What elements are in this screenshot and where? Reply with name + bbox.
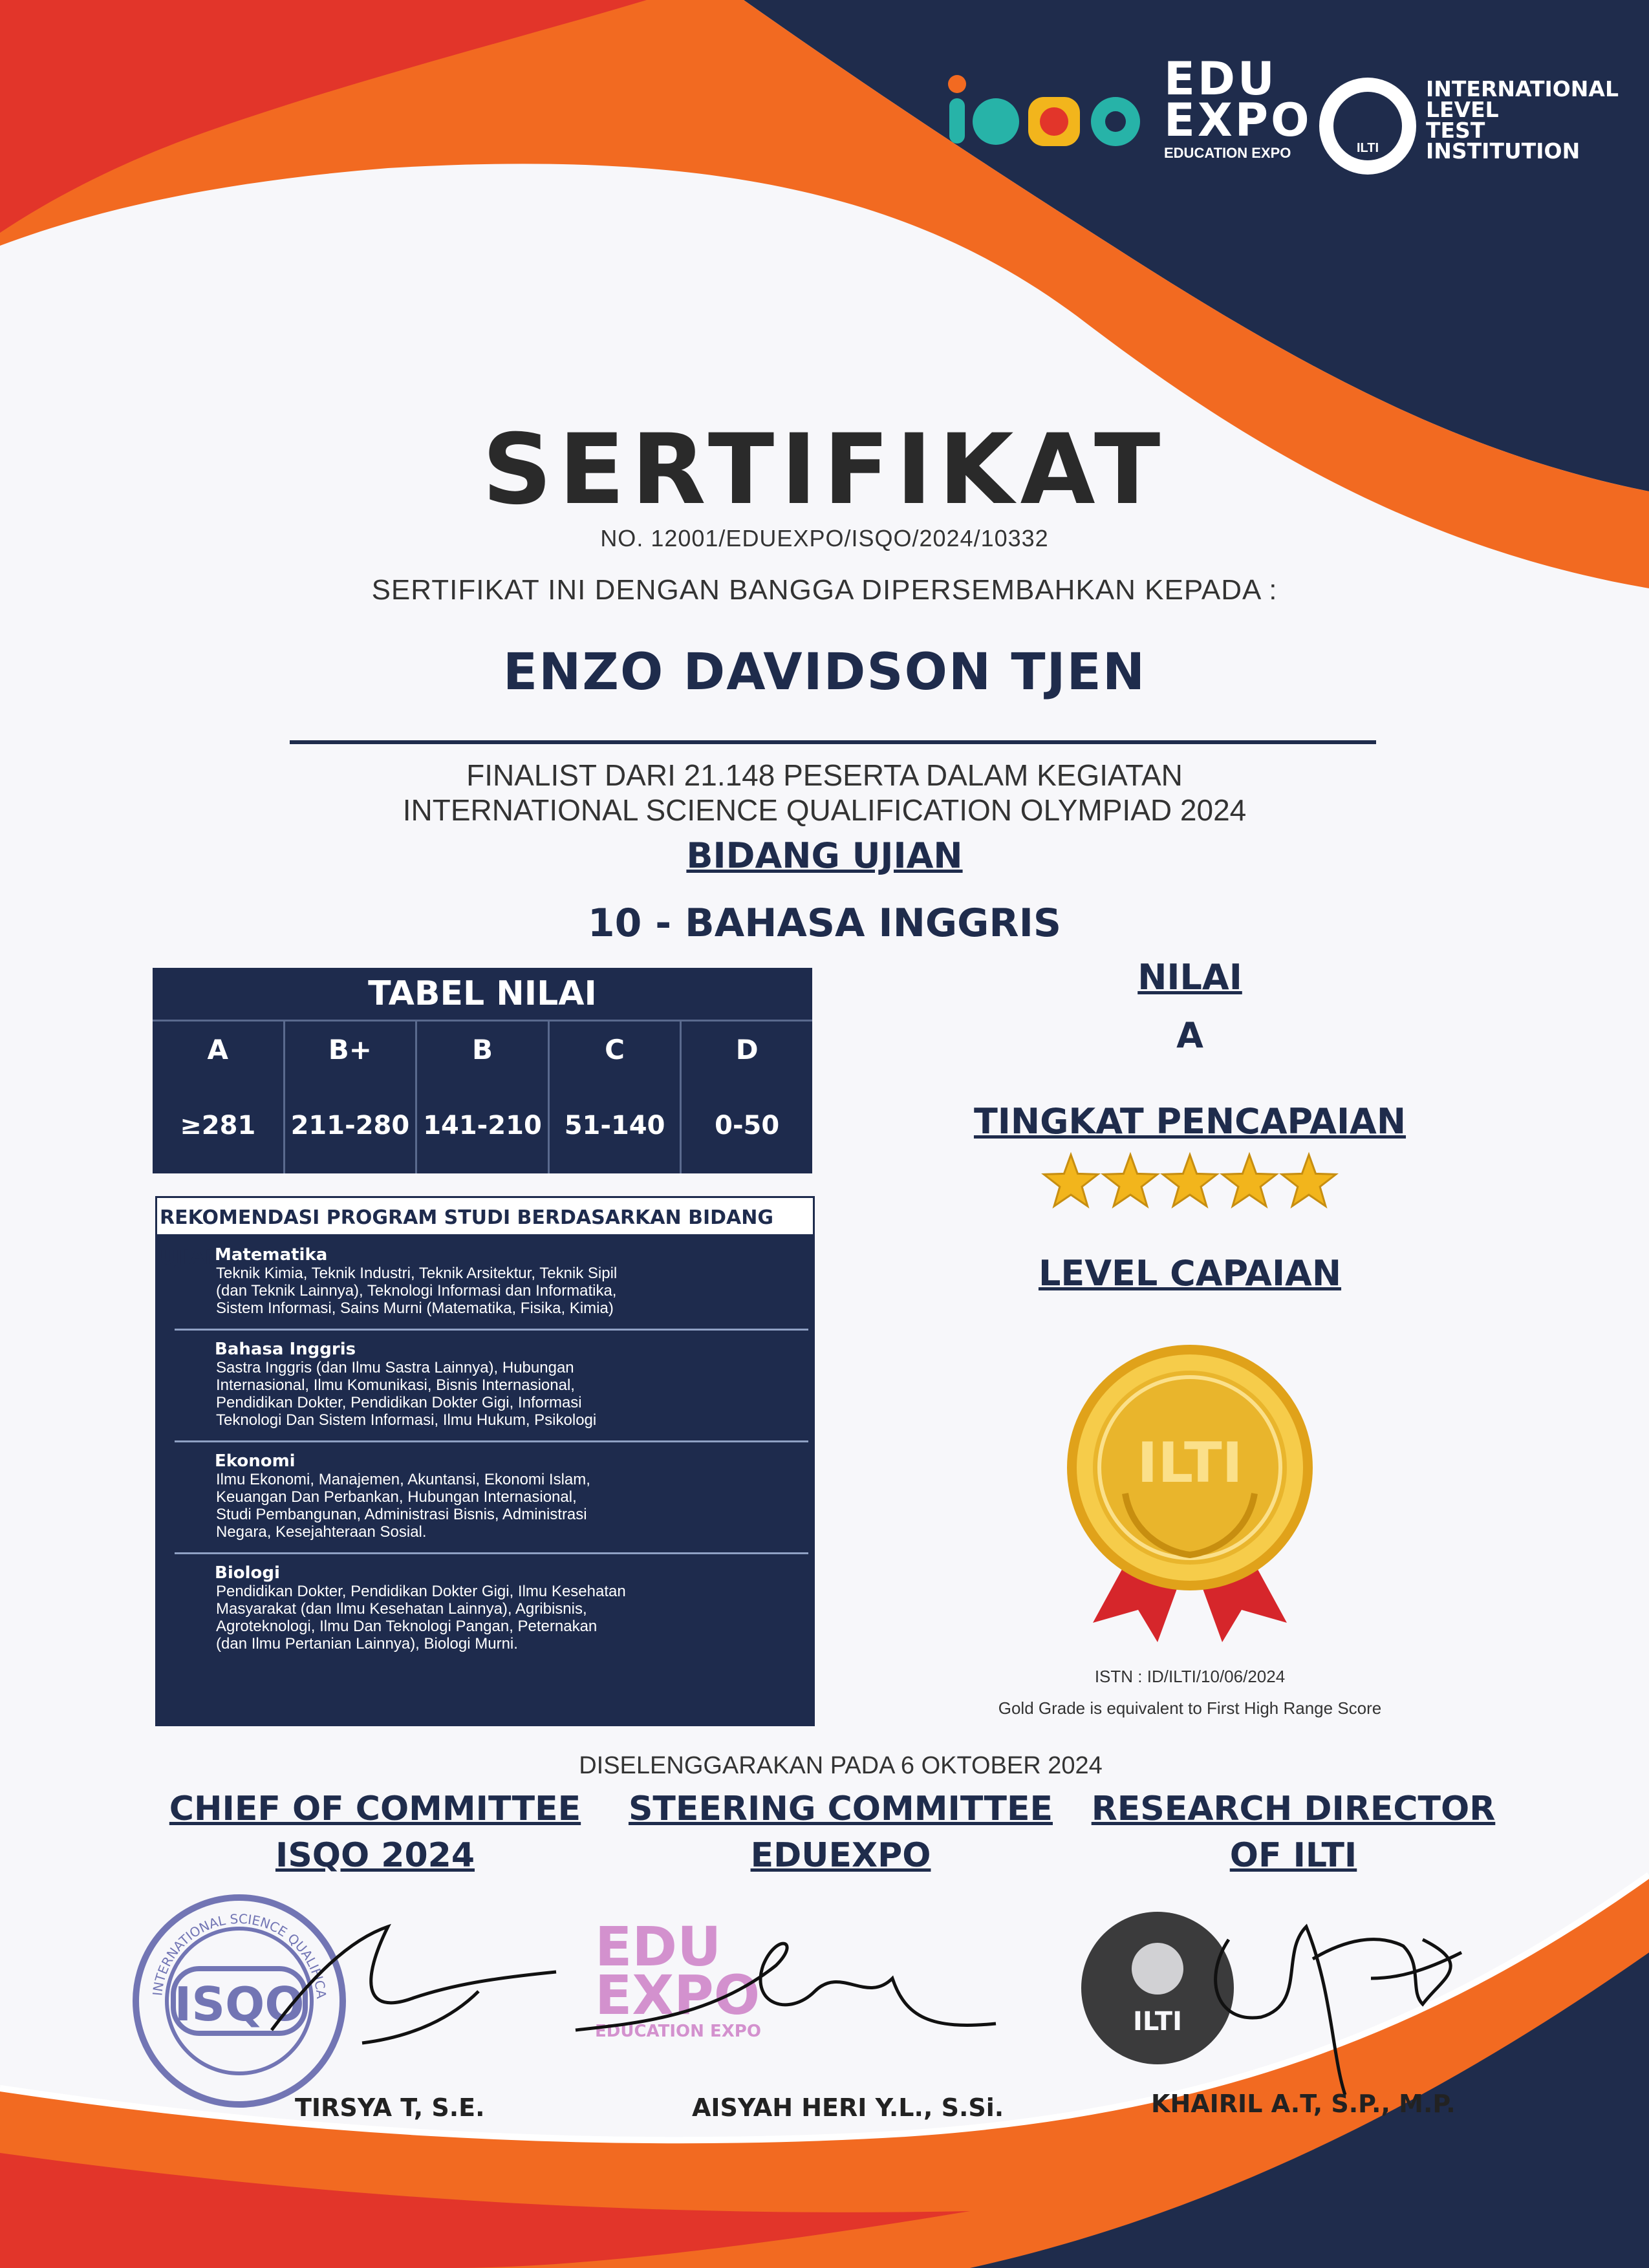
section-name: Ekonomi xyxy=(215,1451,296,1471)
grade-range: 51-140 xyxy=(564,1111,665,1140)
section-line: Internasional, Ilmu Komunikasi, Bisnis Internasional, xyxy=(216,1376,575,1394)
section-name: Matematika xyxy=(215,1245,328,1265)
ilti-word-3: TEST xyxy=(1426,118,1485,143)
gold-medal-icon xyxy=(1054,1338,1326,1649)
eduexpo-stamp-edu: EDU xyxy=(595,1915,722,1978)
star-icon xyxy=(1282,1155,1336,1206)
istn-number: ISTN : ID/ILTI/10/06/2024 xyxy=(1094,1667,1286,1686)
signatory-2-title-line-1: STEERING COMMITTEE xyxy=(628,1790,1053,1828)
section-line: (dan Ilmu Pertanian Lainnya), Biologi Murni. xyxy=(216,1635,518,1653)
edu-word: EDU xyxy=(1164,52,1277,105)
isqo-stamp xyxy=(0,1888,343,2104)
recommendation-section xyxy=(175,1442,808,1554)
section-line: Negara, Kesejahteraan Sosial. xyxy=(216,1523,427,1541)
expo-word: EXPO xyxy=(1164,94,1312,147)
ilti-stamp xyxy=(1081,1912,1234,2064)
ilti-logo xyxy=(1319,78,1416,175)
section-line: Ilmu Ekonomi, Manajemen, Akuntansi, Ekonomi Islam, xyxy=(216,1471,590,1488)
star-icon xyxy=(1222,1155,1277,1206)
ilti-logo-text: ILTI xyxy=(1356,141,1379,155)
section-name: Bahasa Inggris xyxy=(215,1340,356,1359)
recommendation-section xyxy=(175,1236,808,1331)
signatory-3-title-line-2: OF ILTI xyxy=(1229,1836,1357,1875)
grade-range: 141-210 xyxy=(423,1111,542,1140)
grade-column xyxy=(417,1022,550,1173)
signatory-1-title-line-1: CHIEF OF COMMITTEE xyxy=(169,1790,581,1828)
field-value: 10 - BAHASA INGGRIS xyxy=(587,901,1062,946)
grade-column xyxy=(682,1022,812,1173)
section-name: Biologi xyxy=(215,1563,280,1583)
signatory-1-name: TIRSYA T, S.E. xyxy=(295,2093,485,2122)
star-icon xyxy=(1103,1155,1158,1206)
grade-letter: B+ xyxy=(328,1034,372,1065)
ilti-stamp-text: ILTI xyxy=(1133,2007,1182,2037)
grade-letter: C xyxy=(605,1034,625,1065)
signature-3-stroke xyxy=(1216,1927,1461,2095)
signatory-3-name: KHAIRIL A.T, S.P., M.P. xyxy=(1151,2090,1456,2118)
isqo-stamp-ring-text: INTERNATIONAL SCIENCE QUALIFICA xyxy=(149,1910,329,1998)
eduexpo-logo xyxy=(1164,52,1326,171)
section-line: Studi Pembangunan, Administrasi Bisnis, Administrasi xyxy=(216,1506,587,1523)
signatures-and-stamps xyxy=(0,1888,1649,2121)
level-label: LEVEL CAPAIAN xyxy=(1038,1253,1342,1294)
ilti-word-2: LEVEL xyxy=(1426,97,1499,122)
ilti-full-name xyxy=(1426,76,1619,164)
recommendation-section xyxy=(175,1554,808,1664)
field-label: BIDANG UJIAN xyxy=(686,835,963,876)
eduexpo-stamp xyxy=(595,1915,761,2041)
section-line: (dan Teknik Lainnya), Teknologi Informasi dan Informatika, xyxy=(216,1282,617,1300)
achievement-label: TINGKAT PENCAPAIAN xyxy=(973,1101,1406,1142)
education-expo-caption: EDUCATION EXPO xyxy=(1164,145,1291,161)
ilti-word-1: INTERNATIONAL xyxy=(1426,76,1619,102)
isqo-stamp-text: ISQO xyxy=(174,1977,305,2031)
grade-table xyxy=(153,968,812,1173)
score-label: NILAI xyxy=(1137,957,1242,998)
eduexpo-stamp-sub: EDUCATION EXPO xyxy=(595,2022,761,2041)
recommendations-title: REKOMENDASI PROGRAM STUDI BERDASARKAN BIDANG UJIAN xyxy=(155,1196,815,1236)
event-date: DISELENGGARAKAN PADA 6 OKTOBER 2024 xyxy=(579,1752,1103,1779)
grade-letter: B xyxy=(471,1034,493,1065)
signatory-1-title-line-2: ISQO 2024 xyxy=(275,1836,475,1875)
signatory-3-title-line-1: RESEARCH DIRECTOR xyxy=(1091,1790,1496,1828)
header-logos xyxy=(931,52,1619,175)
name-underline xyxy=(290,740,1376,744)
section-line: Keuangan Dan Perbankan, Hubungan Internasional, xyxy=(216,1488,577,1506)
grade-column xyxy=(285,1022,418,1173)
certificate-number: NO. 12001/EDUEXPO/ISQO/2024/10332 xyxy=(600,525,1049,551)
grade-range: 0-50 xyxy=(715,1111,780,1140)
signatory-1-title xyxy=(142,1786,608,1879)
grade-letter: A xyxy=(207,1034,229,1065)
signatory-2-name: AISYAH HERI Y.L., S.Si. xyxy=(692,2093,1004,2122)
achievement-stars xyxy=(1041,1150,1339,1214)
section-line: Agroteknologi, Ilmu Dan Teknologi Pangan, Peternakan xyxy=(216,1618,598,1635)
grade-table-title: TABEL NILAI xyxy=(368,974,597,1013)
signatory-2-title xyxy=(595,1786,1086,1879)
grade-table-grid xyxy=(153,1020,812,1173)
grade-letter: D xyxy=(735,1034,759,1065)
grade-column xyxy=(550,1022,682,1173)
signatory-2-title-line-2: EDUEXPO xyxy=(750,1836,931,1875)
finalist-line-2: INTERNATIONAL SCIENCE QUALIFICATION OLYMPIAD 2024 xyxy=(402,793,1247,827)
score-value: A xyxy=(1176,1015,1203,1056)
finalist-line-1: FINALIST DARI 21.148 PESERTA DALAM KEGIATAN xyxy=(466,758,1183,792)
section-line: Pendidikan Dokter, Pendidikan Dokter Gigi, Ilmu Kesehatan xyxy=(216,1583,626,1600)
presented-to-line: SERTIFIKAT INI DENGAN BANGGA DIPERSEMBAHKAN KEPADA : xyxy=(371,574,1278,606)
grade-range: ≥281 xyxy=(180,1111,256,1140)
study-program-recommendations xyxy=(155,1196,815,1726)
gold-grade-note: Gold Grade is equivalent to First High Range Score xyxy=(998,1698,1382,1718)
ilti-word-4: INSTITUTION xyxy=(1426,138,1580,164)
medal-text: ILTI xyxy=(1137,1431,1243,1495)
section-line: Pendidikan Dokter, Pendidikan Dokter Gigi, Informasi xyxy=(216,1394,582,1411)
section-line: Teknik Kimia, Teknik Industri, Teknik Arsitektur, Teknik Sipil xyxy=(216,1265,618,1282)
section-line: Masyarakat (dan Ilmu Kesehatan Lainnya), Agribisnis, xyxy=(216,1600,587,1618)
signatory-3-title xyxy=(1073,1786,1513,1879)
recipient-name: ENZO DAVIDSON TJEN xyxy=(502,643,1147,701)
section-line: Teknologi Dan Sistem Informasi, Ilmu Hukum, Psikologi xyxy=(216,1411,597,1429)
certificate-title: SERTIFIKAT xyxy=(482,414,1167,526)
recommendation-section xyxy=(175,1331,808,1442)
grade-range: 211-280 xyxy=(290,1111,410,1140)
section-line: Sistem Informasi, Sains Murni (Matematika, Fisika, Kimia) xyxy=(216,1300,614,1317)
grade-column xyxy=(153,1022,285,1173)
isqo-logo xyxy=(931,65,1151,162)
eduexpo-stamp-expo: EXPO xyxy=(595,1963,760,2027)
star-icon xyxy=(1163,1155,1217,1206)
section-line: Sastra Inggris (dan Ilmu Sastra Lainnya), Hubungan xyxy=(216,1359,574,1376)
star-icon xyxy=(1044,1155,1098,1206)
